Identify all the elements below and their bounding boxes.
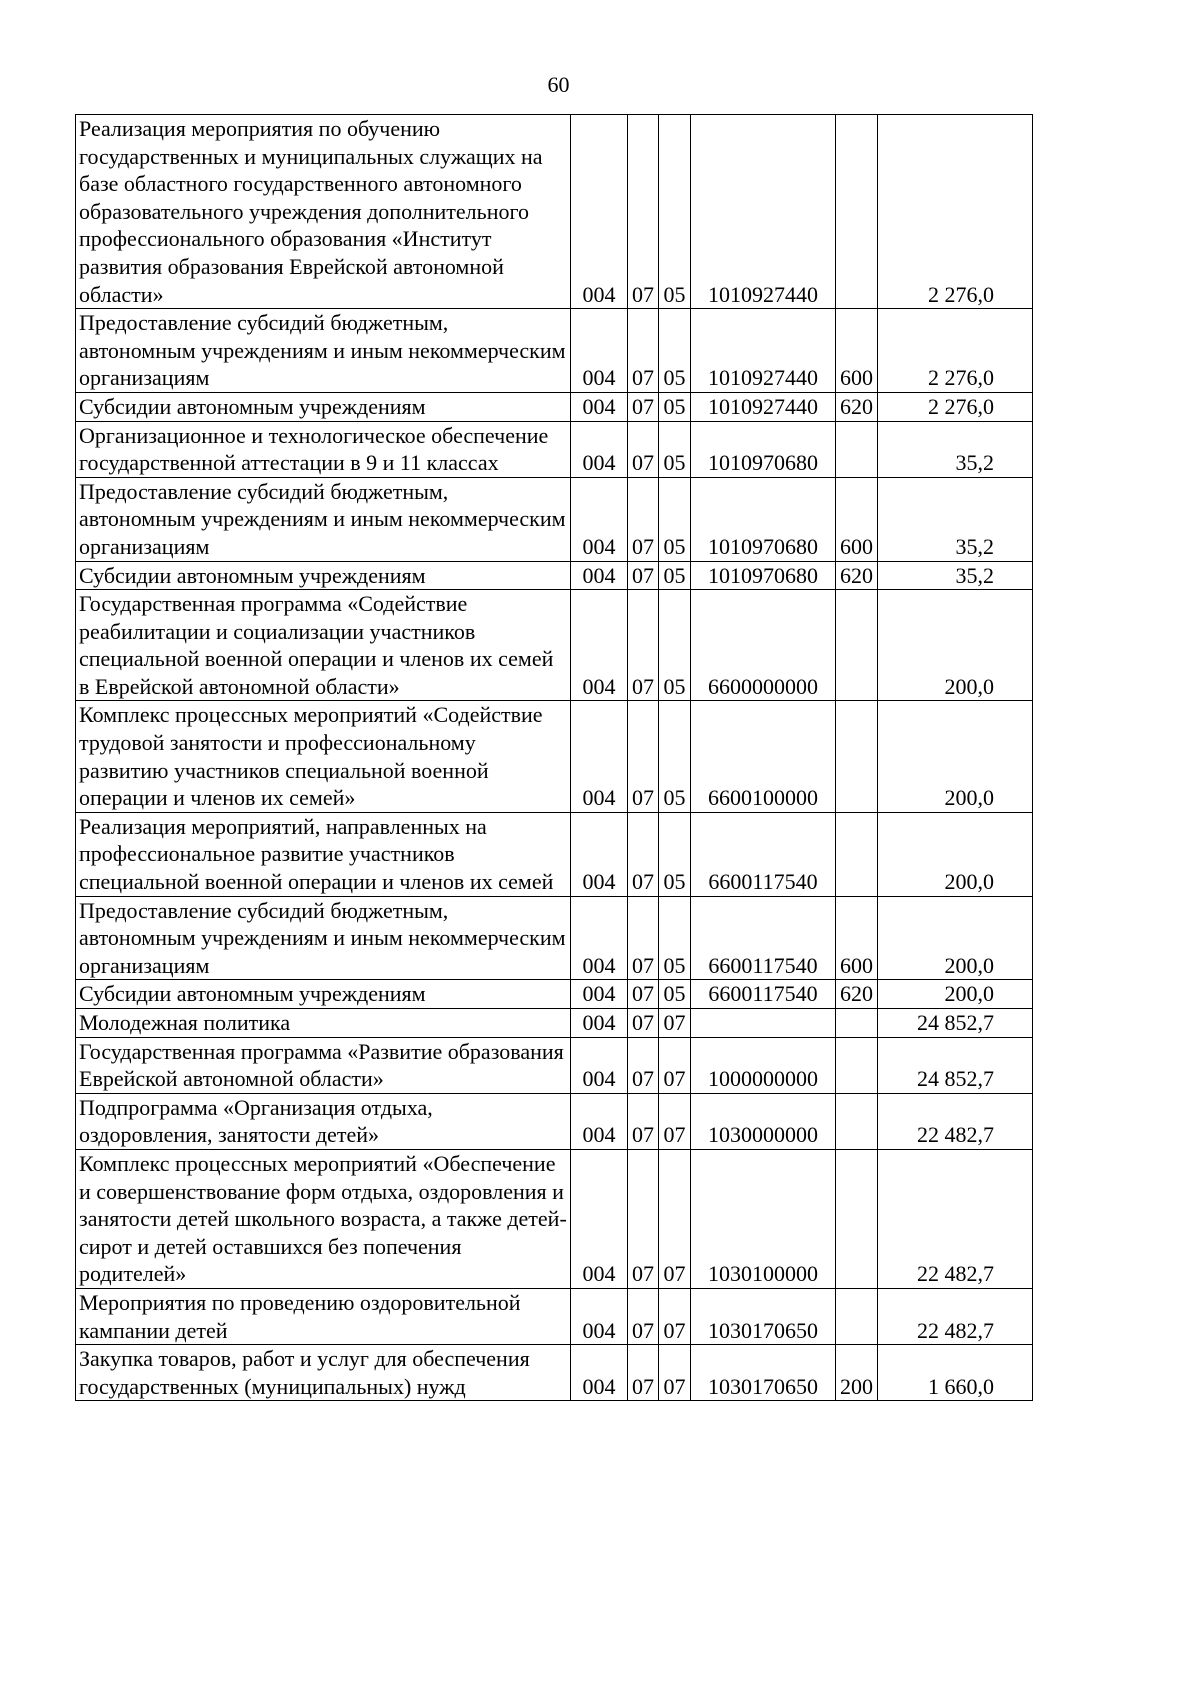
- table-row: [76, 1288, 1033, 1344]
- expense-type-code: 620: [836, 561, 878, 590]
- subsection-code: 05: [659, 896, 691, 980]
- expense-type-code: [836, 1149, 878, 1288]
- page-number: 60: [547, 72, 570, 97]
- table-row: [76, 477, 1033, 561]
- ministry-code: 004: [571, 477, 628, 561]
- section-code: 07: [628, 1288, 659, 1344]
- subsection-code: 07: [659, 1009, 691, 1038]
- subsection-code: 07: [659, 1345, 691, 1401]
- target-article-code: 6600117540: [691, 812, 836, 896]
- row-name: Государственная программа «Содействие реабилитации и социализации участников специальной военной операции и членов их семей в Еврейской автономной области»: [76, 590, 571, 701]
- table-row: [76, 1009, 1033, 1038]
- subsection-code: 05: [659, 980, 691, 1009]
- section-code: 07: [628, 1037, 659, 1093]
- expense-type-code: [836, 421, 878, 477]
- ministry-code: 004: [571, 1037, 628, 1093]
- target-article-code: 1000000000: [691, 1037, 836, 1093]
- amount: 24 852,7: [878, 1037, 1033, 1093]
- subsection-code: 05: [659, 812, 691, 896]
- expense-type-code: [836, 1093, 878, 1149]
- table-row: [76, 309, 1033, 393]
- ministry-code: 004: [571, 701, 628, 812]
- ministry-code: 004: [571, 309, 628, 393]
- section-code: 07: [628, 561, 659, 590]
- target-article-code: 1010970680: [691, 421, 836, 477]
- target-article-code: 1010927440: [691, 309, 836, 393]
- amount: 200,0: [878, 701, 1033, 812]
- table-row: [76, 1149, 1033, 1288]
- expense-type-code: 200: [836, 1345, 878, 1401]
- amount: 2 276,0: [878, 309, 1033, 393]
- row-name: Субсидии автономным учреждениям: [76, 980, 571, 1009]
- ministry-code: 004: [571, 812, 628, 896]
- section-code: 07: [628, 477, 659, 561]
- row-name: Комплекс процессных мероприятий «Содействие трудовой занятости и профессиональному развитию участников специальной военной операции и членов их семей»: [76, 701, 571, 812]
- row-name: Государственная программа «Развитие образования Еврейской автономной области»: [76, 1037, 571, 1093]
- amount: 35,2: [878, 561, 1033, 590]
- ministry-code: 004: [571, 1093, 628, 1149]
- subsection-code: 07: [659, 1037, 691, 1093]
- row-name: Реализация мероприятий, направленных на профессиональное развитие участников специальной военной операции и членов их семей: [76, 812, 571, 896]
- expense-type-code: [836, 590, 878, 701]
- table-row: [76, 1345, 1033, 1401]
- amount: 200,0: [878, 812, 1033, 896]
- expense-type-code: [836, 115, 878, 309]
- section-code: 07: [628, 115, 659, 309]
- amount: 22 482,7: [878, 1288, 1033, 1344]
- section-code: 07: [628, 392, 659, 421]
- expense-type-code: [836, 1009, 878, 1038]
- section-code: 07: [628, 1093, 659, 1149]
- section-code: 07: [628, 421, 659, 477]
- expense-type-code: 620: [836, 980, 878, 1009]
- amount: 35,2: [878, 477, 1033, 561]
- section-code: 07: [628, 1009, 659, 1038]
- subsection-code: 07: [659, 1093, 691, 1149]
- target-article-code: 1010970680: [691, 477, 836, 561]
- amount: 200,0: [878, 896, 1033, 980]
- amount: 2 276,0: [878, 115, 1033, 309]
- target-article-code: 1030000000: [691, 1093, 836, 1149]
- row-name: Организационное и технологическое обеспечение государственной аттестации в 9 и 11 классах: [76, 421, 571, 477]
- section-code: 07: [628, 590, 659, 701]
- table-row: [76, 701, 1033, 812]
- section-code: 07: [628, 309, 659, 393]
- table-row: [76, 1093, 1033, 1149]
- subsection-code: 05: [659, 561, 691, 590]
- row-name: Комплекс процессных мероприятий «Обеспечение и совершенствование форм отдыха, оздоровления и занятости детей школьного возраста, а также детей-сирот и детей оставшихся без попечения родителей»: [76, 1149, 571, 1288]
- expense-type-code: 600: [836, 477, 878, 561]
- section-code: 07: [628, 980, 659, 1009]
- table-row: [76, 421, 1033, 477]
- expense-type-code: [836, 701, 878, 812]
- ministry-code: 004: [571, 980, 628, 1009]
- subsection-code: 05: [659, 115, 691, 309]
- ministry-code: 004: [571, 561, 628, 590]
- row-name: Предоставление субсидий бюджетным, автономным учреждениям и иным некоммерческим организациям: [76, 477, 571, 561]
- amount: 22 482,7: [878, 1093, 1033, 1149]
- expense-type-code: 620: [836, 392, 878, 421]
- ministry-code: 004: [571, 896, 628, 980]
- subsection-code: 05: [659, 590, 691, 701]
- ministry-code: 004: [571, 1149, 628, 1288]
- table-row: [76, 812, 1033, 896]
- expense-type-code: [836, 812, 878, 896]
- amount: 200,0: [878, 590, 1033, 701]
- subsection-code: 05: [659, 309, 691, 393]
- target-article-code: 1030170650: [691, 1345, 836, 1401]
- ministry-code: 004: [571, 115, 628, 309]
- row-name: Закупка товаров, работ и услуг для обеспечения государственных (муниципальных) нужд: [76, 1345, 571, 1401]
- target-article-code: 1010927440: [691, 392, 836, 421]
- target-article-code: 6600117540: [691, 980, 836, 1009]
- table-row: [76, 1037, 1033, 1093]
- table-row: [76, 590, 1033, 701]
- row-name: Подпрограмма «Организация отдыха, оздоровления, занятости детей»: [76, 1093, 571, 1149]
- ministry-code: 004: [571, 1009, 628, 1038]
- target-article-code: 1010970680: [691, 561, 836, 590]
- row-name: Мероприятия по проведению оздоровительной кампании детей: [76, 1288, 571, 1344]
- expense-type-code: [836, 1288, 878, 1344]
- target-article-code: 1030170650: [691, 1288, 836, 1344]
- section-code: 07: [628, 1345, 659, 1401]
- row-name: Субсидии автономным учреждениям: [76, 561, 571, 590]
- section-code: 07: [628, 812, 659, 896]
- expense-type-code: [836, 1037, 878, 1093]
- amount: 2 276,0: [878, 392, 1033, 421]
- target-article-code: 6600100000: [691, 701, 836, 812]
- amount: 24 852,7: [878, 1009, 1033, 1038]
- amount: 35,2: [878, 421, 1033, 477]
- amount: 200,0: [878, 980, 1033, 1009]
- target-article-code: 6600000000: [691, 590, 836, 701]
- section-code: 07: [628, 896, 659, 980]
- amount: 1 660,0: [878, 1345, 1033, 1401]
- subsection-code: 05: [659, 392, 691, 421]
- table-row: [76, 980, 1033, 1009]
- ministry-code: 004: [571, 1345, 628, 1401]
- expense-type-code: 600: [836, 309, 878, 393]
- table-row: [76, 115, 1033, 309]
- ministry-code: 004: [571, 590, 628, 701]
- subsection-code: 05: [659, 421, 691, 477]
- subsection-code: 05: [659, 701, 691, 812]
- ministry-code: 004: [571, 421, 628, 477]
- amount: 22 482,7: [878, 1149, 1033, 1288]
- table-row: [76, 561, 1033, 590]
- target-article-code: 6600117540: [691, 896, 836, 980]
- table-row: [76, 896, 1033, 980]
- ministry-code: 004: [571, 392, 628, 421]
- subsection-code: 05: [659, 477, 691, 561]
- row-name: Реализация мероприятия по обучению государственных и муниципальных служащих на базе областного государственного автономного образовательного учреждения дополнительного профессионального образования «Институт развития образования Еврейской автономной области»: [76, 115, 571, 309]
- section-code: 07: [628, 701, 659, 812]
- budget-table-body: [76, 115, 1033, 1401]
- subsection-code: 07: [659, 1288, 691, 1344]
- expense-type-code: 600: [836, 896, 878, 980]
- budget-table: [75, 114, 1033, 1401]
- table-row: [76, 392, 1033, 421]
- subsection-code: 07: [659, 1149, 691, 1288]
- section-code: 07: [628, 1149, 659, 1288]
- target-article-code: 1030100000: [691, 1149, 836, 1288]
- row-name: Предоставление субсидий бюджетным, автономным учреждениям и иным некоммерческим организациям: [76, 309, 571, 393]
- target-article-code: 1010927440: [691, 115, 836, 309]
- ministry-code: 004: [571, 1288, 628, 1344]
- target-article-code: [691, 1009, 836, 1038]
- row-name: Субсидии автономным учреждениям: [76, 392, 571, 421]
- row-name: Предоставление субсидий бюджетным, автономным учреждениям и иным некоммерческим организациям: [76, 896, 571, 980]
- row-name: Молодежная политика: [76, 1009, 571, 1038]
